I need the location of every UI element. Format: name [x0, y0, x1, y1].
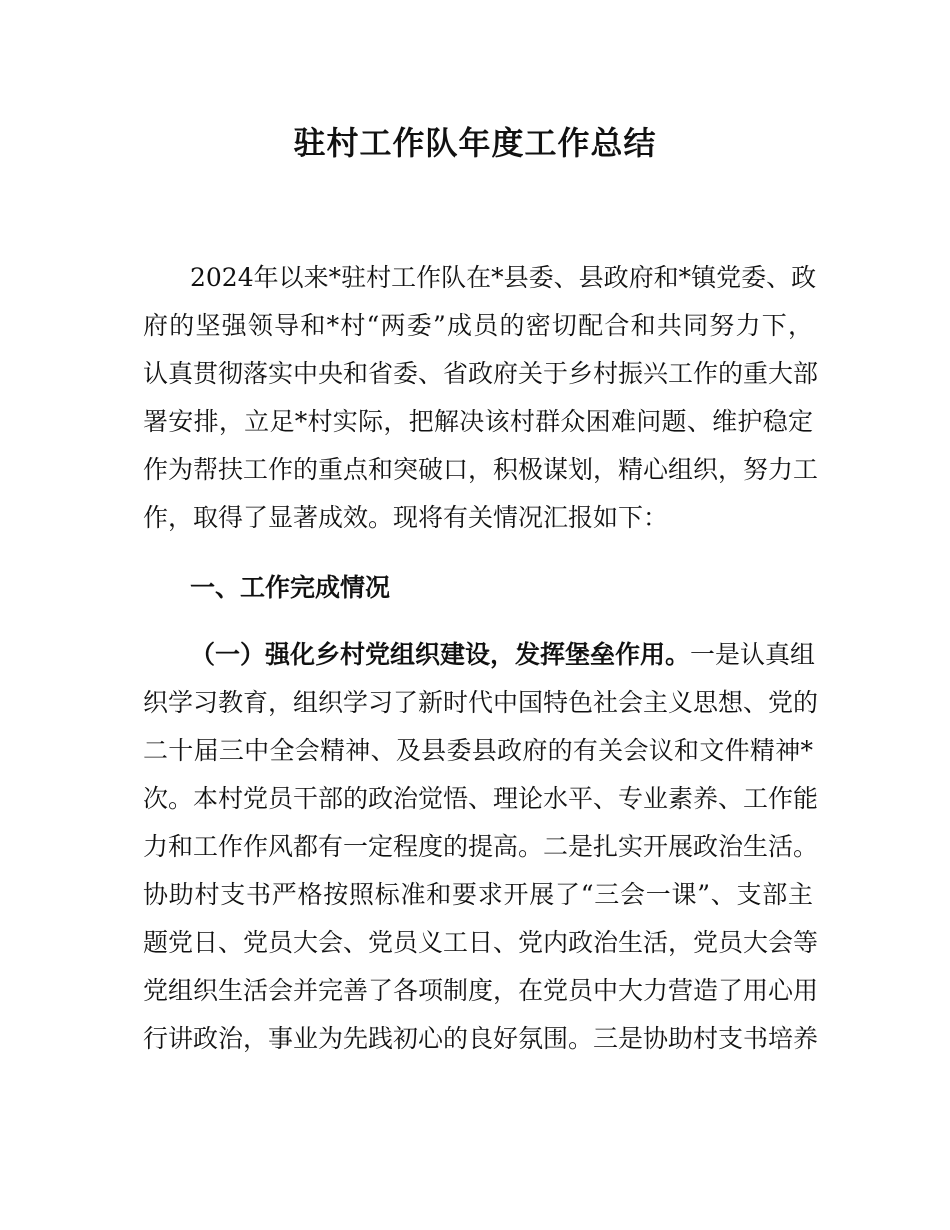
- paragraph-line: 作，取得了显著成效。现将有关情况汇报如下：: [143, 503, 669, 532]
- paragraph-line: 协助村支书严格按照标准和要求开展了“三会一课”、支部主: [143, 880, 813, 909]
- subsection-heading: （一）强化乡村党组织建设，发挥堡垒作用。: [190, 640, 691, 669]
- paragraph-line: 二十届三中全会精神、及县委县政府的有关会议和文件精神*: [143, 736, 813, 765]
- paragraph-line: 府的坚强领导和*村“两委”成员的密切配合和共同努力下，: [143, 311, 813, 340]
- paragraph-line: [143, 631, 816, 679]
- subsection-paragraph: [143, 631, 819, 1063]
- paragraph-line: 作为帮扶工作的重点和突破口，积极谋划，精心组织，努力工: [143, 455, 819, 484]
- intro-paragraph: [143, 254, 819, 542]
- paragraph-line: 织学习教育，组织学习了新时代中国特色社会主义思想、党的: [143, 688, 819, 717]
- paragraph-line: 力和工作作风都有一定程度的提高。二是扎实开展政治生活。: [143, 832, 819, 861]
- paragraph-line: 2024年以来*驻村工作队在*县委、县政府和*镇党委、政: [190, 263, 817, 292]
- document-title: 驻村工作队年度工作总结: [293, 124, 657, 162]
- paragraph-line: 署安排，立足*村实际，把解决该村群众困难问题、维护稳定: [143, 407, 813, 436]
- paragraph-line: 认真贯彻落实中央和省委、省政府关于乡村振兴工作的重大部: [143, 359, 819, 388]
- paragraph-text: 一是认真组: [690, 640, 816, 669]
- paragraph-line: 题党日、党员大会、党员义工日、党内政治生活，党员大会等: [143, 928, 819, 957]
- paragraph-line: 党组织生活会并完善了各项制度，在党员中大力营造了用心用: [143, 976, 819, 1005]
- paragraph-line: 次。本村党员干部的政治觉悟、理论水平、专业素养、工作能: [143, 784, 819, 813]
- section-heading: 一、工作完成情况: [190, 573, 391, 602]
- paragraph-line: 行讲政治，事业为先践初心的良好氛围。三是协助村支书培养: [143, 1024, 819, 1053]
